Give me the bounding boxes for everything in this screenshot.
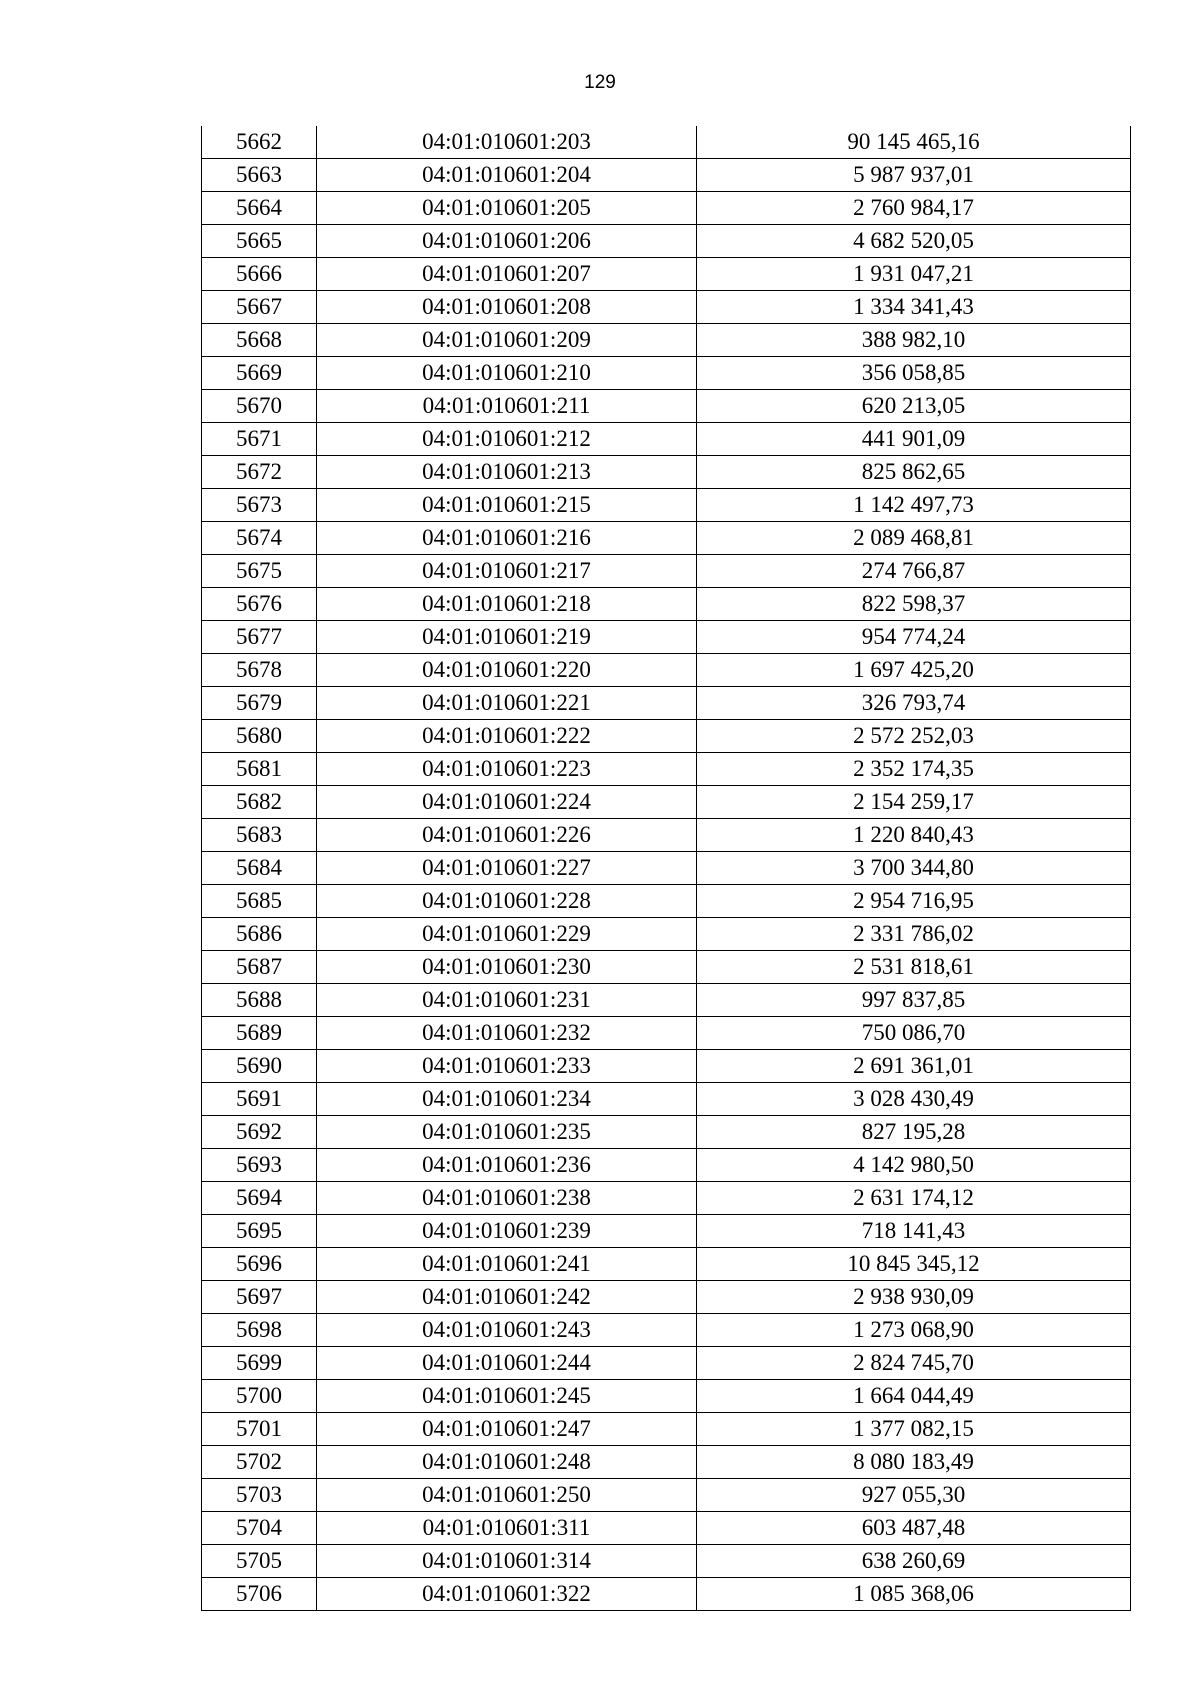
row-number-cell: 5669 [202, 357, 317, 390]
row-number-cell: 5699 [202, 1347, 317, 1380]
row-number-cell: 5666 [202, 258, 317, 291]
row-number-cell: 5686 [202, 918, 317, 951]
cadastral-number-cell: 04:01:010601:229 [317, 918, 697, 951]
cadastral-value-cell: 2 154 259,17 [697, 786, 1131, 819]
cadastral-number-cell: 04:01:010601:220 [317, 654, 697, 687]
cadastral-number-cell: 04:01:010601:211 [317, 390, 697, 423]
cadastral-number-cell: 04:01:010601:227 [317, 852, 697, 885]
cadastral-value-cell: 326 793,74 [697, 687, 1131, 720]
cadastral-number-cell: 04:01:010601:208 [317, 291, 697, 324]
cadastral-number-cell: 04:01:010601:232 [317, 1017, 697, 1050]
table-row [202, 720, 1131, 753]
row-number-cell: 5670 [202, 390, 317, 423]
cadastral-number-cell: 04:01:010601:241 [317, 1248, 697, 1281]
row-number-cell: 5684 [202, 852, 317, 885]
cadastral-number-cell: 04:01:010601:213 [317, 456, 697, 489]
cadastral-number-cell: 04:01:010601:244 [317, 1347, 697, 1380]
table-row [202, 1149, 1131, 1182]
row-number-cell: 5700 [202, 1380, 317, 1413]
row-number-cell: 5704 [202, 1512, 317, 1545]
row-number-cell: 5697 [202, 1281, 317, 1314]
row-number-cell: 5705 [202, 1545, 317, 1578]
cadastral-value-cell: 274 766,87 [697, 555, 1131, 588]
cadastral-number-cell: 04:01:010601:212 [317, 423, 697, 456]
cadastral-value-cell: 2 760 984,17 [697, 192, 1131, 225]
cadastral-number-cell: 04:01:010601:238 [317, 1182, 697, 1215]
cadastral-value-cell: 1 334 341,43 [697, 291, 1131, 324]
cadastral-number-cell: 04:01:010601:215 [317, 489, 697, 522]
cadastral-number-cell: 04:01:010601:239 [317, 1215, 697, 1248]
table-row [202, 819, 1131, 852]
table-row [202, 1215, 1131, 1248]
table-row [202, 1050, 1131, 1083]
cadastral-value-cell: 388 982,10 [697, 324, 1131, 357]
cadastral-value-cell: 3 700 344,80 [697, 852, 1131, 885]
row-number-cell: 5671 [202, 423, 317, 456]
table-row [202, 1446, 1131, 1479]
row-number-cell: 5673 [202, 489, 317, 522]
table-row [202, 159, 1131, 192]
cadastral-number-cell: 04:01:010601:236 [317, 1149, 697, 1182]
page-number: 129 [584, 72, 616, 93]
table-row [202, 588, 1131, 621]
table-row [202, 1380, 1131, 1413]
cadastral-value-cell: 356 058,85 [697, 357, 1131, 390]
cadastral-value-cell: 2 938 930,09 [697, 1281, 1131, 1314]
cadastral-value-cell: 441 901,09 [697, 423, 1131, 456]
cadastral-value-cell: 2 631 174,12 [697, 1182, 1131, 1215]
row-number-cell: 5675 [202, 555, 317, 588]
table-row [202, 126, 1131, 159]
table-row [202, 1182, 1131, 1215]
row-number-cell: 5701 [202, 1413, 317, 1446]
table-row [202, 1116, 1131, 1149]
row-number-cell: 5702 [202, 1446, 317, 1479]
cadastral-value-cell: 638 260,69 [697, 1545, 1131, 1578]
table-row [202, 1545, 1131, 1578]
row-number-cell: 5678 [202, 654, 317, 687]
cadastral-value-cell: 4 682 520,05 [697, 225, 1131, 258]
cadastral-number-cell: 04:01:010601:218 [317, 588, 697, 621]
table-row [202, 522, 1131, 555]
row-number-cell: 5687 [202, 951, 317, 984]
table-row [202, 1281, 1131, 1314]
row-number-cell: 5679 [202, 687, 317, 720]
cadastral-number-cell: 04:01:010601:243 [317, 1314, 697, 1347]
row-number-cell: 5698 [202, 1314, 317, 1347]
cadastral-number-cell: 04:01:010601:245 [317, 1380, 697, 1413]
table-row [202, 456, 1131, 489]
cadastral-value-table [201, 126, 1131, 1611]
cadastral-number-cell: 04:01:010601:250 [317, 1479, 697, 1512]
table-row [202, 225, 1131, 258]
row-number-cell: 5688 [202, 984, 317, 1017]
table-row [202, 1578, 1131, 1611]
cadastral-number-cell: 04:01:010601:311 [317, 1512, 697, 1545]
table-row [202, 918, 1131, 951]
cadastral-number-cell: 04:01:010601:219 [317, 621, 697, 654]
table-row [202, 786, 1131, 819]
cadastral-number-cell: 04:01:010601:217 [317, 555, 697, 588]
cadastral-value-cell: 718 141,43 [697, 1215, 1131, 1248]
cadastral-number-cell: 04:01:010601:314 [317, 1545, 697, 1578]
cadastral-value-cell: 620 213,05 [697, 390, 1131, 423]
cadastral-number-cell: 04:01:010601:230 [317, 951, 697, 984]
table-row [202, 621, 1131, 654]
row-number-cell: 5696 [202, 1248, 317, 1281]
cadastral-value-cell: 10 845 345,12 [697, 1248, 1131, 1281]
row-number-cell: 5664 [202, 192, 317, 225]
table-row [202, 852, 1131, 885]
cadastral-number-cell: 04:01:010601:206 [317, 225, 697, 258]
table-row [202, 258, 1131, 291]
table-row [202, 1347, 1131, 1380]
cadastral-value-cell: 2 531 818,61 [697, 951, 1131, 984]
cadastral-value-cell: 5 987 937,01 [697, 159, 1131, 192]
cadastral-value-cell: 8 080 183,49 [697, 1446, 1131, 1479]
row-number-cell: 5695 [202, 1215, 317, 1248]
cadastral-value-cell: 2 331 786,02 [697, 918, 1131, 951]
cadastral-number-cell: 04:01:010601:222 [317, 720, 697, 753]
row-number-cell: 5682 [202, 786, 317, 819]
cadastral-number-cell: 04:01:010601:224 [317, 786, 697, 819]
row-number-cell: 5674 [202, 522, 317, 555]
table-row [202, 1314, 1131, 1347]
row-number-cell: 5668 [202, 324, 317, 357]
row-number-cell: 5693 [202, 1149, 317, 1182]
cadastral-number-cell: 04:01:010601:247 [317, 1413, 697, 1446]
cadastral-value-cell: 4 142 980,50 [697, 1149, 1131, 1182]
table-row [202, 951, 1131, 984]
table-row [202, 1512, 1131, 1545]
cadastral-value-cell: 750 086,70 [697, 1017, 1131, 1050]
cadastral-value-cell: 997 837,85 [697, 984, 1131, 1017]
cadastral-number-cell: 04:01:010601:231 [317, 984, 697, 1017]
row-number-cell: 5676 [202, 588, 317, 621]
cadastral-value-cell: 2 691 361,01 [697, 1050, 1131, 1083]
cadastral-value-cell: 825 862,65 [697, 456, 1131, 489]
cadastral-number-cell: 04:01:010601:233 [317, 1050, 697, 1083]
cadastral-number-cell: 04:01:010601:234 [317, 1083, 697, 1116]
cadastral-number-cell: 04:01:010601:223 [317, 753, 697, 786]
cadastral-number-cell: 04:01:010601:209 [317, 324, 697, 357]
table-row [202, 357, 1131, 390]
table-body [202, 126, 1131, 1611]
cadastral-number-cell: 04:01:010601:322 [317, 1578, 697, 1611]
cadastral-value-cell: 2 089 468,81 [697, 522, 1131, 555]
row-number-cell: 5662 [202, 126, 317, 159]
cadastral-value-cell: 1 697 425,20 [697, 654, 1131, 687]
row-number-cell: 5690 [202, 1050, 317, 1083]
cadastral-value-cell: 90 145 465,16 [697, 126, 1131, 159]
row-number-cell: 5706 [202, 1578, 317, 1611]
cadastral-value-cell: 2 352 174,35 [697, 753, 1131, 786]
row-number-cell: 5703 [202, 1479, 317, 1512]
table-row [202, 885, 1131, 918]
cadastral-number-cell: 04:01:010601:242 [317, 1281, 697, 1314]
row-number-cell: 5677 [202, 621, 317, 654]
row-number-cell: 5681 [202, 753, 317, 786]
cadastral-value-cell: 1 142 497,73 [697, 489, 1131, 522]
row-number-cell: 5685 [202, 885, 317, 918]
row-number-cell: 5663 [202, 159, 317, 192]
cadastral-value-cell: 603 487,48 [697, 1512, 1131, 1545]
table-row [202, 423, 1131, 456]
row-number-cell: 5680 [202, 720, 317, 753]
cadastral-number-cell: 04:01:010601:216 [317, 522, 697, 555]
cadastral-number-cell: 04:01:010601:235 [317, 1116, 697, 1149]
table-row [202, 291, 1131, 324]
row-number-cell: 5667 [202, 291, 317, 324]
table-row [202, 654, 1131, 687]
table-row [202, 324, 1131, 357]
cadastral-value-cell: 1 664 044,49 [697, 1380, 1131, 1413]
cadastral-value-cell: 1 377 082,15 [697, 1413, 1131, 1446]
table-row [202, 984, 1131, 1017]
table-row [202, 1479, 1131, 1512]
row-number-cell: 5694 [202, 1182, 317, 1215]
cadastral-number-cell: 04:01:010601:226 [317, 819, 697, 852]
cadastral-value-cell: 2 824 745,70 [697, 1347, 1131, 1380]
row-number-cell: 5683 [202, 819, 317, 852]
cadastral-number-cell: 04:01:010601:203 [317, 126, 697, 159]
cadastral-value-cell: 3 028 430,49 [697, 1083, 1131, 1116]
cadastral-value-cell: 1 931 047,21 [697, 258, 1131, 291]
cadastral-value-cell: 2 954 716,95 [697, 885, 1131, 918]
table-row [202, 687, 1131, 720]
cadastral-value-cell: 2 572 252,03 [697, 720, 1131, 753]
cadastral-value-cell: 827 195,28 [697, 1116, 1131, 1149]
cadastral-number-cell: 04:01:010601:248 [317, 1446, 697, 1479]
row-number-cell: 5672 [202, 456, 317, 489]
table-row [202, 555, 1131, 588]
table-row [202, 1248, 1131, 1281]
table-row [202, 1083, 1131, 1116]
cadastral-number-cell: 04:01:010601:207 [317, 258, 697, 291]
table-row [202, 1413, 1131, 1446]
cadastral-value-cell: 1 085 368,06 [697, 1578, 1131, 1611]
cadastral-number-cell: 04:01:010601:204 [317, 159, 697, 192]
table-row [202, 1017, 1131, 1050]
cadastral-number-cell: 04:01:010601:221 [317, 687, 697, 720]
cadastral-number-cell: 04:01:010601:210 [317, 357, 697, 390]
row-number-cell: 5691 [202, 1083, 317, 1116]
table-row [202, 489, 1131, 522]
cadastral-number-cell: 04:01:010601:228 [317, 885, 697, 918]
cadastral-value-cell: 1 273 068,90 [697, 1314, 1131, 1347]
cadastral-value-cell: 822 598,37 [697, 588, 1131, 621]
table-row [202, 192, 1131, 225]
row-number-cell: 5665 [202, 225, 317, 258]
cadastral-value-cell: 954 774,24 [697, 621, 1131, 654]
cadastral-number-cell: 04:01:010601:205 [317, 192, 697, 225]
table-row [202, 753, 1131, 786]
row-number-cell: 5689 [202, 1017, 317, 1050]
cadastral-value-cell: 927 055,30 [697, 1479, 1131, 1512]
table-row [202, 390, 1131, 423]
cadastral-value-cell: 1 220 840,43 [697, 819, 1131, 852]
row-number-cell: 5692 [202, 1116, 317, 1149]
